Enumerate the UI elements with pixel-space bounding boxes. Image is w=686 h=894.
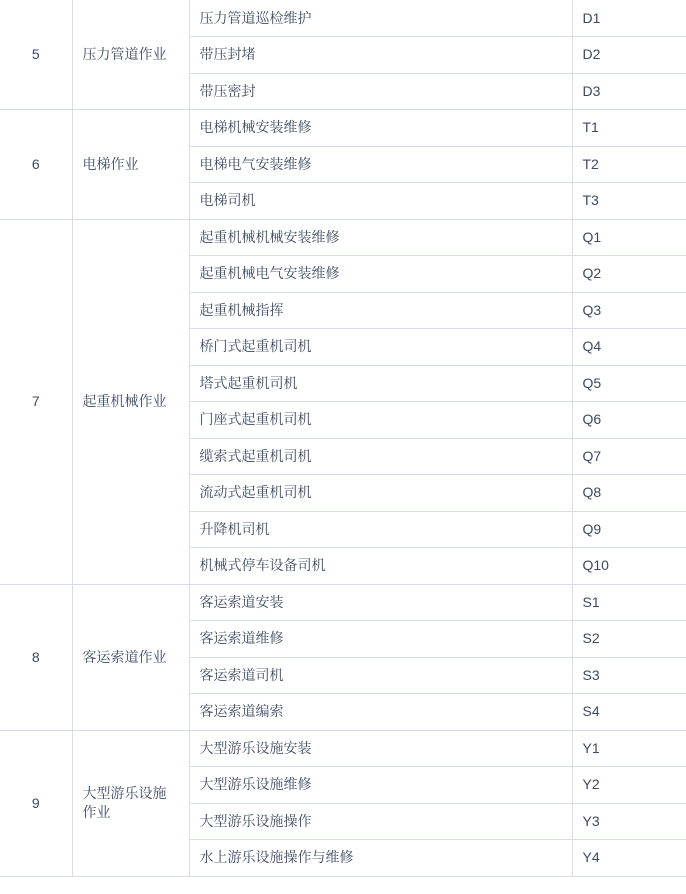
item-name: 起重机械电气安装维修	[189, 256, 572, 293]
table-row	[0, 110, 686, 147]
item-code: Y3	[572, 803, 686, 840]
item-code: Y2	[572, 767, 686, 804]
group-number: 6	[0, 110, 72, 220]
item-name: 大型游乐设施安装	[189, 730, 572, 767]
table-row	[0, 730, 686, 767]
item-name: 门座式起重机司机	[189, 402, 572, 439]
item-code: D2	[572, 37, 686, 74]
item-name: 压力管道巡检维护	[189, 0, 572, 37]
item-name: 升降机司机	[189, 511, 572, 548]
item-name: 水上游乐设施操作与维修	[189, 840, 572, 877]
group-number: 9	[0, 730, 72, 876]
item-code: Q8	[572, 475, 686, 512]
item-code: T1	[572, 110, 686, 147]
item-code: Q4	[572, 329, 686, 366]
item-name: 机械式停车设备司机	[189, 548, 572, 585]
item-name: 大型游乐设施操作	[189, 803, 572, 840]
group-category: 压力管道作业	[72, 0, 189, 110]
table-row	[0, 0, 686, 37]
item-code: S2	[572, 621, 686, 658]
group-category: 大型游乐设施作业	[72, 730, 189, 876]
item-code: T3	[572, 183, 686, 220]
item-code: Y1	[572, 730, 686, 767]
item-name: 带压密封	[189, 73, 572, 110]
item-code: Q1	[572, 219, 686, 256]
item-code: T2	[572, 146, 686, 183]
group-number: 5	[0, 0, 72, 110]
item-code: S3	[572, 657, 686, 694]
item-code: S1	[572, 584, 686, 621]
item-name: 带压封堵	[189, 37, 572, 74]
group-category: 起重机械作业	[72, 219, 189, 584]
item-code: Q7	[572, 438, 686, 475]
item-name: 大型游乐设施维修	[189, 767, 572, 804]
group-category: 客运索道作业	[72, 584, 189, 730]
item-code: Q5	[572, 365, 686, 402]
item-code: D1	[572, 0, 686, 37]
item-name: 客运索道司机	[189, 657, 572, 694]
item-name: 起重机械机械安装维修	[189, 219, 572, 256]
item-name: 电梯电气安装维修	[189, 146, 572, 183]
item-code: Q9	[572, 511, 686, 548]
item-code: Q3	[572, 292, 686, 329]
item-name: 电梯司机	[189, 183, 572, 220]
item-name: 起重机械指挥	[189, 292, 572, 329]
item-code: Q6	[572, 402, 686, 439]
item-name: 客运索道编索	[189, 694, 572, 731]
table-row	[0, 219, 686, 256]
group-number: 8	[0, 584, 72, 730]
item-name: 流动式起重机司机	[189, 475, 572, 512]
item-name: 客运索道维修	[189, 621, 572, 658]
group-category: 电梯作业	[72, 110, 189, 220]
table-row	[0, 584, 686, 621]
item-code: S4	[572, 694, 686, 731]
group-number: 7	[0, 219, 72, 584]
item-code: Y4	[572, 840, 686, 877]
item-code: Q10	[572, 548, 686, 585]
item-code: D3	[572, 73, 686, 110]
item-name: 客运索道安装	[189, 584, 572, 621]
item-name: 缆索式起重机司机	[189, 438, 572, 475]
item-code: Q2	[572, 256, 686, 293]
item-name: 塔式起重机司机	[189, 365, 572, 402]
item-name: 桥门式起重机司机	[189, 329, 572, 366]
item-name: 电梯机械安装维修	[189, 110, 572, 147]
